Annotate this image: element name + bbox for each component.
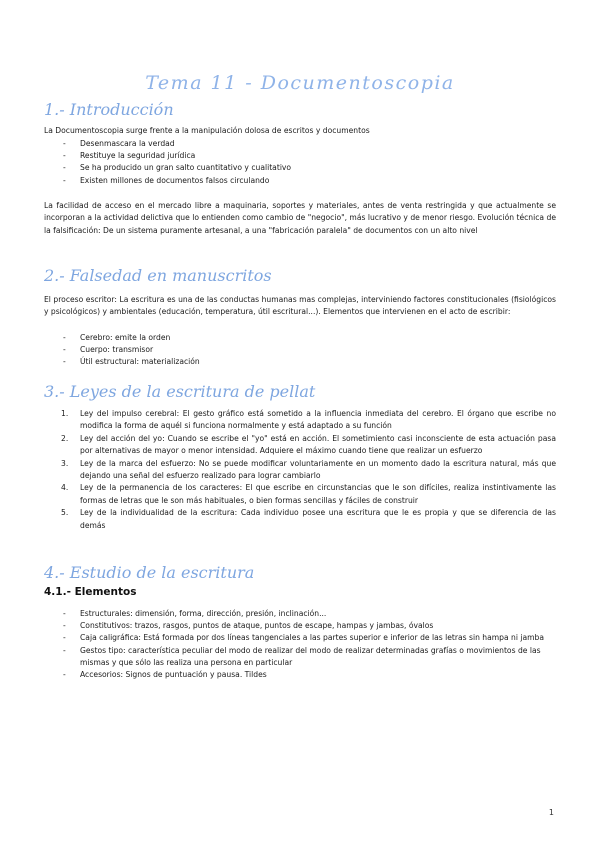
list-item: 5. Ley de la individualidad de la escritura: Cada individuo posee una escritura que le es propia y que se diferencia de las demás bbox=[61, 508, 556, 530]
document-title: Tema 11 - Documentoscopia bbox=[145, 72, 455, 94]
list-item: 4. Ley de la permanencia de los caracteres: El que escribe en circunstancias que le son difíciles, realiza instintivamente las formas de letras que le son más habituales, o bien formas sencillas y fáciles de construir bbox=[61, 483, 556, 505]
falsedad-paragraph: El proceso escritor: La escritura es una de las conductas humanas mas complejas, interviniendo factores constitucionales (fisiológicos y psicológicos) y ambientales (educación, temperatura, útil escritural...). Elementos que intervienen en el acto de escribir: bbox=[44, 295, 556, 317]
section-heading-estudio: 4.- Estudio de la escritura bbox=[44, 563, 255, 582]
list-item: - Constitutivos: trazos, rasgos, puntos de ataque, puntos de escape, hampas y jambas, óvalos bbox=[44, 620, 556, 632]
elementos-bullet-list bbox=[44, 608, 556, 681]
list-item: - Cuerpo: transmisor bbox=[44, 344, 556, 356]
list-item: 1. Ley del impulso cerebral: El gesto gráfico está sometido a la influencia inmediata del cerebro. El órgano que escribe no modifica la forma de aquél si funciona normalmente y está adaptado a su función bbox=[61, 409, 556, 431]
falsedad-bullet-list bbox=[44, 332, 556, 369]
intro-paragraph: La Documentoscopia surge frente a la manipulación dolosa de escritos y documentos bbox=[44, 126, 370, 135]
list-item: - Cerebro: emite la orden bbox=[44, 332, 556, 344]
list-item: - Restituye la seguridad jurídica bbox=[44, 150, 556, 162]
section-heading-intro: 1.- Introducción bbox=[44, 100, 174, 119]
intro-bullet-list bbox=[44, 138, 556, 187]
list-item: 2. Ley del acción del yo: Cuando se escribe el "yo" está en acción. El sometimiento casi inconsciente de esta actuación pasa por alternativas de mayor o menor intensidad. Adquiere el máximo cuando tiene que realizar un esfuerzo bbox=[61, 433, 556, 456]
list-item: 3. Ley de la marca del esfuerzo: No se puede modificar voluntariamente en un momento dado la escritura natural, más que dejando una señal del esfuerzo realizado para lograr cambiarlo bbox=[61, 458, 556, 481]
list-item: - Gestos tipo: característica peculiar del modo de realizar del modo de realizar determinadas grafías o movimientos de las mismas y que sólo las realiza una persona en particular bbox=[44, 645, 556, 669]
list-item: - Desenmascara la verdad bbox=[44, 138, 556, 150]
list-item: - Útil estructural: materialización bbox=[44, 356, 556, 368]
list-item: - Existen millones de documentos falsos circulando bbox=[44, 175, 556, 187]
intro-paragraph-2: La facilidad de acceso en el mercado libre a maquinaria, soportes y materiales, antes de venta restringida y que actualmente se incorporan a la actividad delictiva que lo entienden como cambio de "negocio", más lucrativo y de menor riesgo. Evolución técnica de la falsificación: De un sistema puramente artesanal, a una "fabricación paralela" de documentos con un alto nivel bbox=[44, 201, 556, 235]
leyes-numbered-list bbox=[44, 408, 556, 532]
section-heading-falsedad: 2.- Falsedad en manuscritos bbox=[44, 266, 272, 285]
list-item: - Estructurales: dimensión, forma, dirección, presión, inclinación... bbox=[44, 608, 556, 620]
section-heading-leyes: 3.- Leyes de la escritura de pellat bbox=[44, 382, 316, 401]
page-number: 1 bbox=[548, 808, 554, 817]
subsection-heading-elementos: 4.1.- Elementos bbox=[44, 586, 137, 598]
list-item: - Caja caligráfica: Está formada por dos líneas tangenciales a las partes superior e inferior de las letras sin hampa ni jamba bbox=[44, 632, 556, 644]
list-item: - Se ha producido un gran salto cuantitativo y cualitativo bbox=[44, 162, 556, 174]
list-item: - Accesorios: Signos de puntuación y pausa. Tildes bbox=[44, 669, 556, 681]
